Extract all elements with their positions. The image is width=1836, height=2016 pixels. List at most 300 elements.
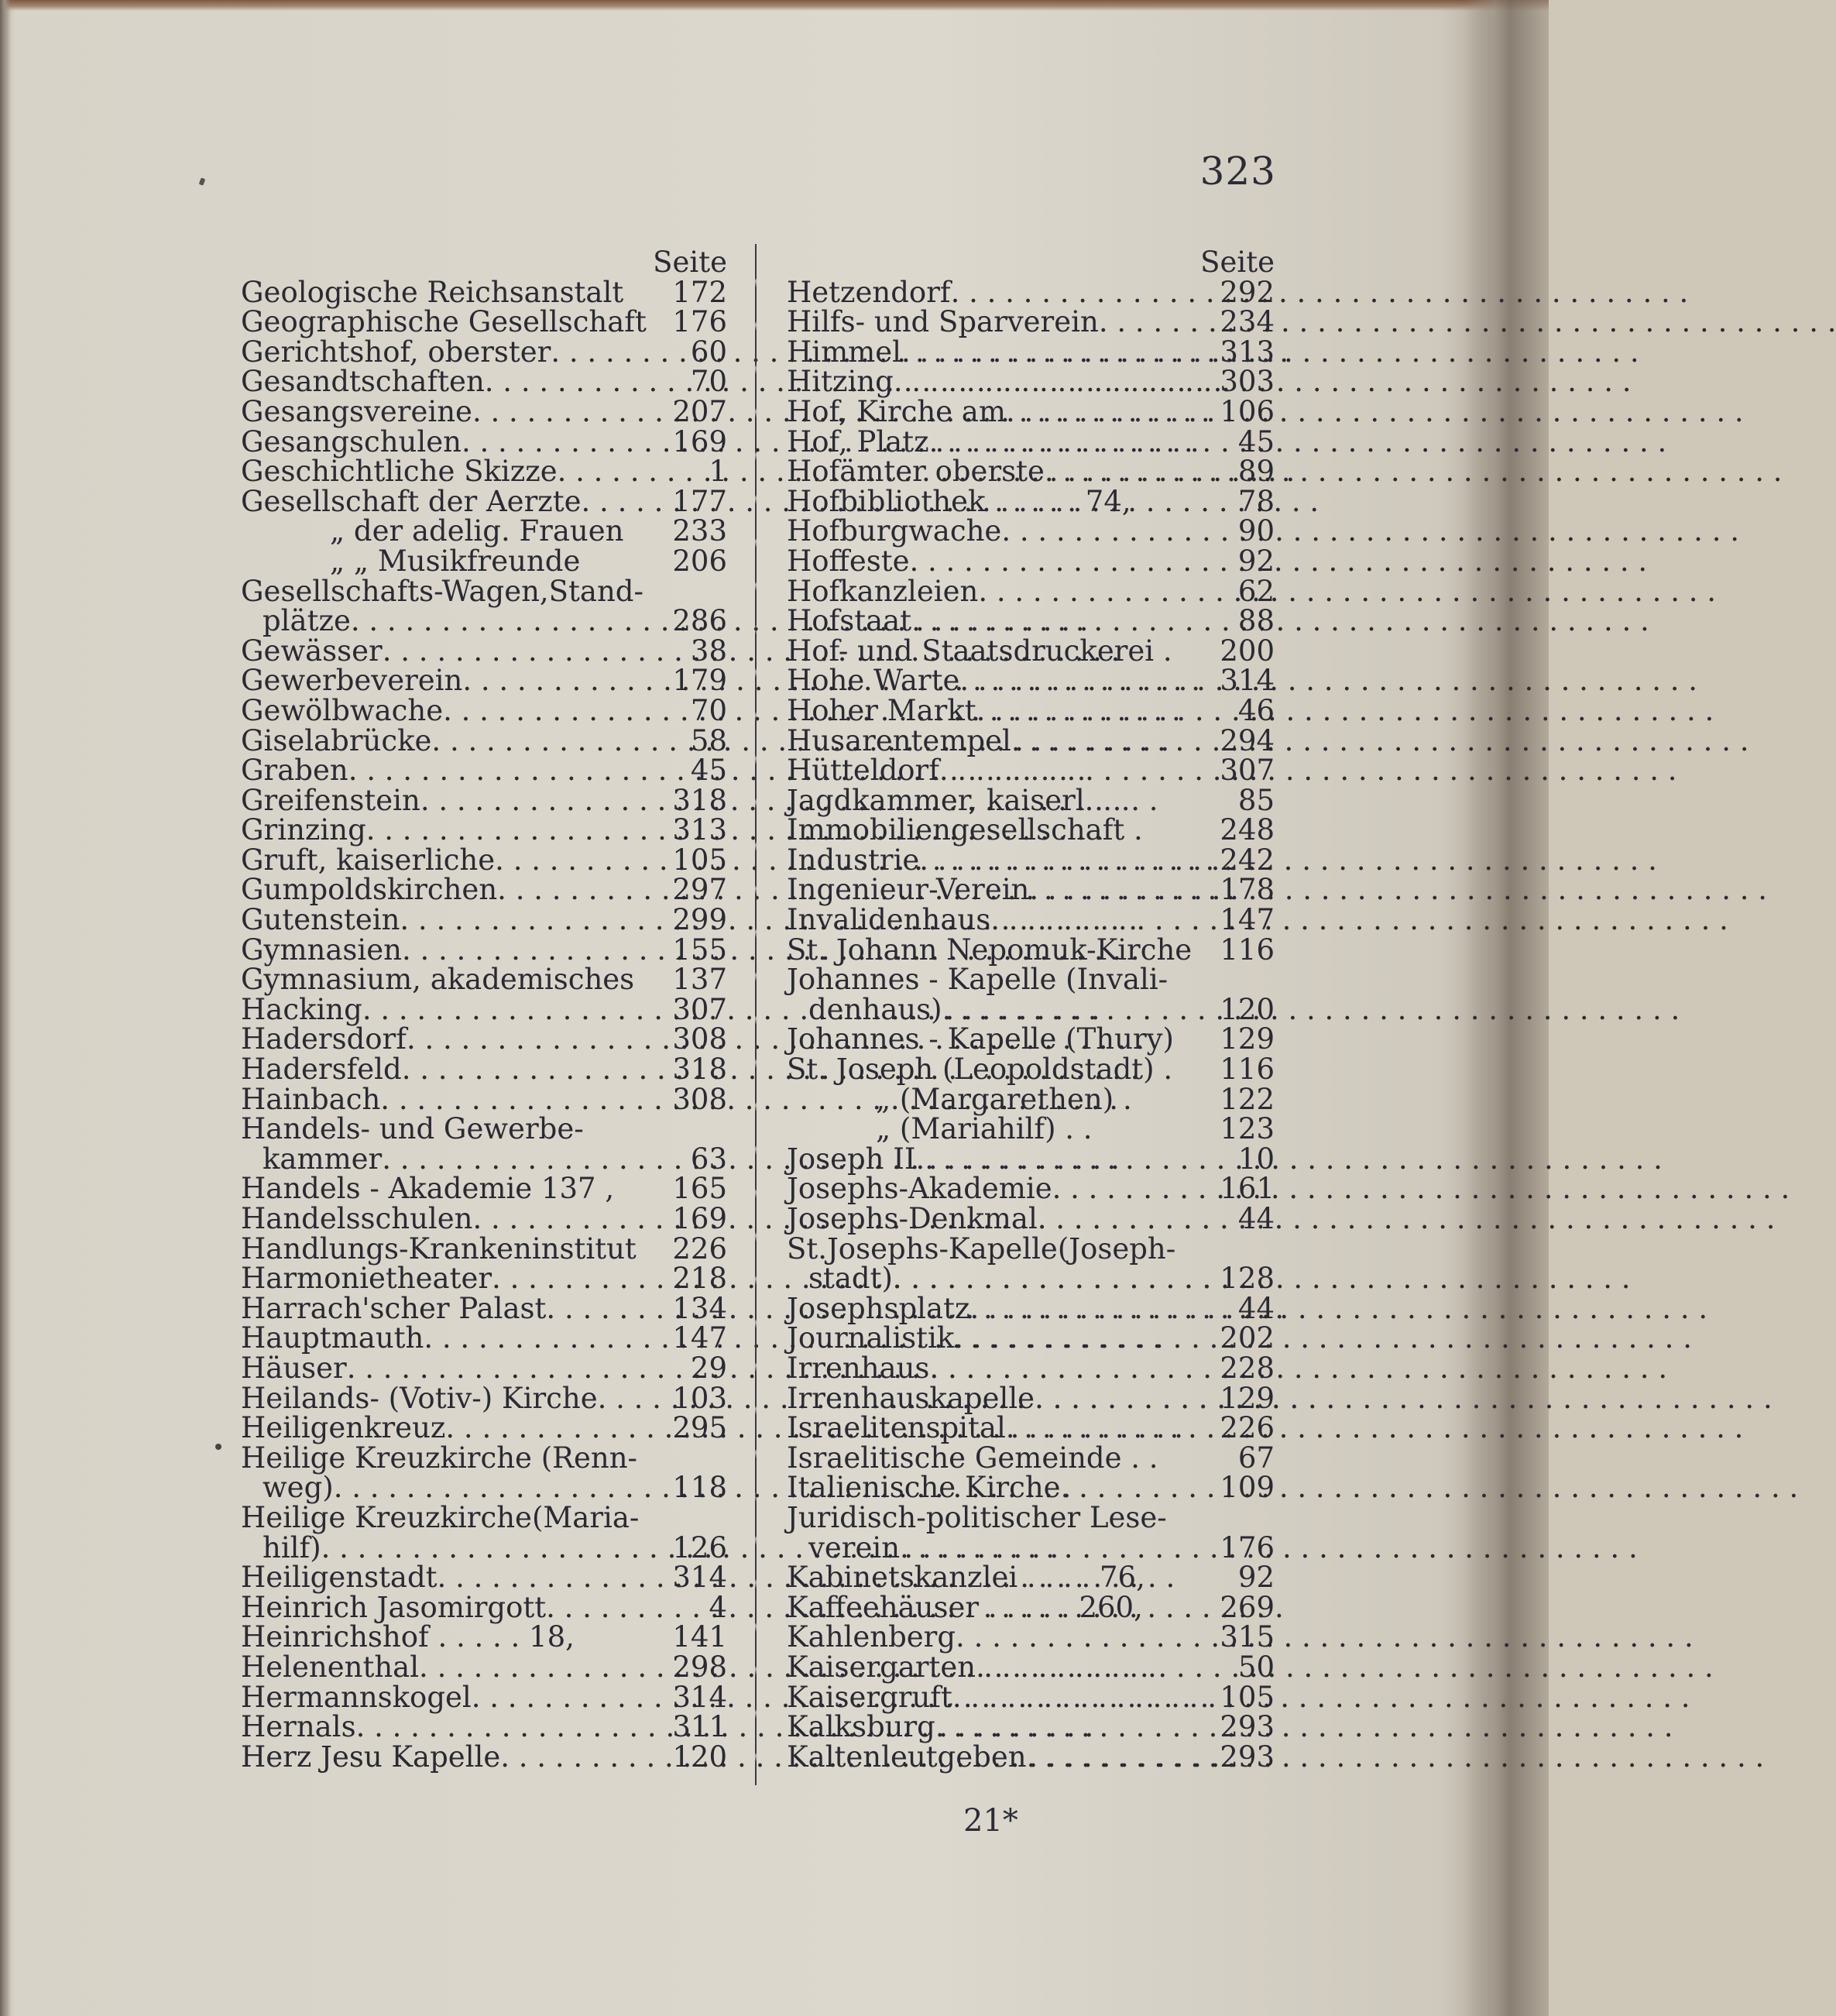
dot-leader (1029, 875, 1215, 905)
dot-leader (1006, 1413, 1216, 1444)
entry-page-number: 202 (1220, 1321, 1275, 1355)
dot-leader (400, 905, 667, 936)
entry-label: Italienische Kirche (787, 1471, 1061, 1505)
entry-page-number: 38 (690, 634, 727, 668)
index-entry (241, 424, 727, 458)
entry-page-number: 177 (672, 484, 727, 518)
entry-label: Geographische Gesellschaft (241, 305, 647, 339)
dot-leader (935, 1712, 1216, 1743)
entry-label: Hof, Kirche am (787, 394, 1006, 428)
dot-leader (894, 367, 1216, 397)
entry-label: Geologische Reichsanstalt (241, 275, 624, 309)
entry-label: Hadersdorf (241, 1022, 407, 1056)
entry-page-number: 118 (672, 1471, 727, 1505)
index-entry (241, 1264, 727, 1294)
index-entry (241, 843, 727, 877)
entry-page-number: 45 (1237, 424, 1275, 458)
entry-label: Josephsplatz (787, 1291, 970, 1325)
index-entry (241, 457, 727, 487)
index-entry (787, 875, 1275, 905)
dot-leader (473, 1204, 668, 1235)
entry-label: Hauptmauth (241, 1321, 424, 1355)
entry-page-number: 286 (672, 604, 727, 638)
entry-label: Harmonietheater (241, 1262, 492, 1296)
dot-leader (959, 666, 1215, 696)
entry-page-number: 147 (672, 1321, 727, 1355)
index-entry (787, 666, 1275, 696)
dot-leader (939, 756, 1215, 786)
entry-page-number: 242 (1220, 843, 1275, 877)
index-entries-left (241, 275, 727, 1774)
entry-page-number: 308 (672, 1022, 727, 1056)
entry-label: Hitzing (787, 365, 894, 399)
entry-label: Kaffeehäuser . . . . . 260, (787, 1590, 1143, 1624)
index-entry (241, 723, 727, 757)
entry-page-number: 120 (672, 1740, 727, 1774)
entry-label: Gesangsvereine (241, 394, 472, 428)
entry-label: Gesellschafts-Wagen,Stand- (241, 574, 643, 608)
index-entry (787, 394, 1275, 428)
index-entry (241, 634, 727, 668)
entry-page-number: 307 (1220, 754, 1275, 788)
entry-page-number: 178 (1220, 873, 1275, 907)
dot-leader (893, 1264, 1215, 1294)
entry-label: „ „ Musikfreunde (330, 544, 581, 578)
signature-mark: 21* (963, 1803, 1018, 1839)
index-entry (241, 1231, 727, 1266)
dot-leader (1099, 307, 1216, 338)
dot-leader (431, 726, 685, 757)
entry-label: St. Joseph (Leopoldstadt) . (787, 1053, 1173, 1087)
entry-page-number: 122 (1220, 1082, 1275, 1116)
index-entry (787, 756, 1275, 786)
dot-leader (472, 397, 667, 428)
entry-label: Gesangschulen (241, 424, 462, 458)
entry-label: Gewässer (241, 634, 383, 668)
entry-page-number: 137 (672, 963, 727, 997)
entry-label: Himmel (787, 335, 901, 369)
entry-label: Hilfs- und Sparverein (787, 305, 1099, 339)
entry-label: kammer (263, 1142, 383, 1176)
index-entry (787, 307, 1275, 338)
entry-label: Gerichtshof, oberster (241, 335, 551, 369)
entry-label: Handels- und Gewerbe- (241, 1112, 584, 1146)
entry-page-number: 123 (1220, 1112, 1275, 1146)
entry-page-number: 269 (1220, 1590, 1275, 1624)
entry-page-number: 307 (672, 992, 727, 1026)
entry-page-number: 46 (1237, 693, 1275, 727)
entry-page-number: 92 (1237, 544, 1275, 578)
entry-label: Hof, Platz (787, 424, 929, 458)
index-entry (241, 1441, 727, 1475)
index-entry (241, 1381, 727, 1415)
dot-leader (420, 786, 668, 816)
index-entry (241, 1473, 727, 1503)
dot-leader (582, 487, 668, 517)
entry-label: Immobiliengesellschaft . (787, 813, 1143, 847)
page-number: 323 (1199, 149, 1276, 194)
entry-page-number: 313 (1220, 335, 1275, 369)
entry-label: Hofbibliothek . . . . . 74, (787, 484, 1131, 518)
entry-label: weg) (263, 1471, 334, 1505)
dot-leader (598, 1384, 668, 1414)
index-entry (787, 1530, 1275, 1564)
entry-page-number: 29 (690, 1351, 727, 1385)
entry-label: Gutenstein (241, 903, 400, 937)
dot-leader (383, 637, 686, 667)
entry-page-number: 105 (672, 843, 727, 877)
page-left-edge (0, 0, 11, 2016)
index-entry (787, 1740, 1275, 1774)
entry-page-number: 89 (1237, 455, 1275, 489)
entry-label: St. Johann Nepomuk-Kirche (787, 932, 1193, 967)
index-entry (241, 1620, 727, 1654)
entry-label: Hernals (241, 1710, 356, 1744)
bullet-mark (215, 1444, 221, 1450)
entry-label: St.Josephs-Kapelle(Joseph- (787, 1231, 1176, 1266)
entry-label: Hütteldorf (787, 754, 939, 788)
dot-leader (956, 1623, 1215, 1653)
entry-label: Juridisch-politischer Lese- (787, 1500, 1167, 1534)
entry-label: „ (Mariahilf) . . (876, 1112, 1093, 1146)
entry-label: plätze (263, 604, 351, 638)
entry-page-number: 169 (672, 424, 727, 458)
entry-label: Hofämter oberste (787, 455, 1045, 489)
index-entry (787, 367, 1275, 397)
index-entry (787, 1441, 1275, 1475)
dot-leader (546, 1294, 667, 1324)
entry-label: Kaltenleutgeben (787, 1740, 1027, 1774)
entry-page-number: 4 (709, 1590, 727, 1624)
entry-page-number: 141 (672, 1620, 727, 1654)
index-entry (241, 905, 727, 936)
index-entry (787, 574, 1275, 608)
entry-label: Kaisergarten (787, 1650, 976, 1684)
entry-page-number: 313 (672, 813, 727, 847)
entry-label: Herz Jesu Kapelle (241, 1740, 501, 1774)
entry-page-number: 228 (1220, 1351, 1275, 1385)
dot-leader (1011, 726, 1216, 757)
column-heading-seite: Seite (653, 246, 727, 279)
dot-leader (929, 1354, 1215, 1384)
entry-label: Graben (241, 754, 348, 788)
dot-leader (952, 1683, 1216, 1713)
index-entry (241, 275, 727, 309)
entry-page-number: 226 (1220, 1411, 1275, 1445)
dot-leader (558, 457, 705, 487)
entry-page-number: 218 (672, 1262, 727, 1296)
index-entry (241, 335, 727, 369)
entry-page-number: 58 (690, 723, 727, 757)
dot-leader (546, 1593, 704, 1623)
index-column-left (241, 248, 727, 1772)
entry-page-number: 176 (1220, 1530, 1275, 1564)
index-entry (787, 424, 1275, 458)
dot-leader (1052, 1174, 1216, 1204)
index-entry (787, 1650, 1275, 1684)
dot-leader (351, 606, 668, 637)
entry-label: Hermannskogel (241, 1680, 472, 1714)
index-entry (787, 544, 1275, 578)
entry-page-number: 62 (1237, 574, 1275, 608)
index-entry (241, 756, 727, 786)
dot-leader (919, 846, 1215, 876)
dot-leader (911, 606, 1234, 637)
entry-page-number: 206 (672, 544, 727, 578)
entry-page-number: 293 (1220, 1740, 1275, 1774)
entry-label: Handlungs-Krankeninstitut (241, 1231, 637, 1266)
entry-label: Israelitenspital (787, 1411, 1006, 1445)
index-entry (787, 932, 1275, 967)
index-entry (787, 484, 1275, 518)
entry-page-number: 78 (1237, 484, 1275, 518)
dot-leader (472, 1683, 668, 1713)
entry-page-number: 147 (1220, 903, 1275, 937)
index-entry (241, 1351, 727, 1385)
entry-label: Giselabrücke (241, 723, 432, 757)
index-entry (787, 843, 1275, 877)
index-entry (787, 1620, 1275, 1654)
index-entry (241, 1291, 727, 1325)
entry-page-number: 318 (672, 783, 727, 817)
entry-label: Heiligenkreuz (241, 1411, 446, 1445)
index-entry (787, 992, 1275, 1026)
index-entry (787, 1204, 1275, 1235)
index-entry (787, 1055, 1275, 1085)
index-entry (787, 1231, 1275, 1266)
entry-label: Johannes - Kapelle (Thury) (787, 1022, 1174, 1056)
entry-page-number: 10 (1237, 1142, 1275, 1176)
entry-label: Heilige Kreuzkirche(Maria- (241, 1500, 640, 1534)
entry-page-number: 233 (672, 514, 727, 548)
index-entry (787, 1590, 1275, 1624)
dot-leader (348, 756, 686, 786)
index-entry (787, 1381, 1275, 1415)
entry-page-number: 161 (1220, 1172, 1275, 1206)
index-entry (787, 1022, 1275, 1056)
entry-label: Gesandtschaften (241, 365, 485, 399)
dot-leader (1045, 457, 1234, 487)
entry-label: Industrie (787, 843, 920, 877)
index-entry (241, 992, 727, 1026)
entry-page-number: 207 (672, 394, 727, 428)
entry-label: Jagdkammer, kaiserl. . . (787, 783, 1131, 817)
index-entry (241, 1321, 727, 1355)
entry-label: Gewölbwache (241, 693, 444, 727)
entry-label: Geschichtliche Skizze (241, 455, 558, 489)
dot-leader (492, 1264, 667, 1294)
dot-leader (1035, 1384, 1215, 1414)
entry-page-number: 85 (1237, 783, 1275, 817)
entry-page-number: 314 (672, 1680, 727, 1714)
entry-label: Heilands- (Votiv-) Kirche (241, 1381, 598, 1415)
entry-page-number: 314 (1220, 664, 1275, 698)
entry-page-number: 90 (1237, 514, 1275, 548)
entry-page-number: 134 (672, 1291, 727, 1325)
entry-page-number: 120 (1220, 992, 1275, 1026)
entry-label: Gruft, kaiserliche (241, 843, 496, 877)
index-entry (787, 1142, 1275, 1176)
index-entry (241, 813, 727, 847)
index-entry (787, 514, 1275, 548)
entry-label: Hetzendorf (787, 275, 951, 309)
dot-leader (443, 696, 686, 726)
index-entry (241, 1204, 727, 1235)
column-heading-seite: Seite (1200, 246, 1275, 279)
dot-leader (438, 1563, 668, 1593)
column-divider (755, 244, 757, 1785)
dot-leader (551, 338, 686, 368)
dot-leader (1038, 1204, 1234, 1235)
dot-leader (366, 816, 668, 846)
index-entry (241, 1590, 727, 1624)
entry-label: Hofburgwache (787, 514, 1002, 548)
index-entry (241, 367, 727, 397)
dot-leader (380, 1085, 667, 1115)
entry-label: Heinrich Jasomirgott (241, 1590, 547, 1624)
entry-label: Invalidenhaus (787, 903, 991, 937)
index-entry (241, 574, 727, 608)
entry-label: denhaus) (808, 992, 942, 1026)
entry-label: Ingenieur-Verein (787, 873, 1030, 907)
entry-page-number: 165 (672, 1172, 727, 1206)
entry-label: Hoffeste (787, 544, 910, 578)
entry-label: Heilige Kreuzkirche (Renn- (241, 1441, 638, 1475)
index-entry (241, 1530, 727, 1564)
entry-label: Joseph II. (787, 1142, 925, 1176)
dot-leader (925, 1145, 1234, 1175)
index-entry (241, 1055, 727, 1085)
index-entry (241, 1413, 727, 1444)
entry-label: „ (Margarethen) . (876, 1082, 1132, 1116)
entry-page-number: 303 (1220, 365, 1275, 399)
index-entries-right (787, 275, 1275, 1774)
entry-label: hilf) (263, 1530, 321, 1564)
index-entry (241, 965, 727, 995)
dot-leader (909, 547, 1233, 577)
entry-label: Josephs-Akademie (787, 1172, 1052, 1206)
index-entry (241, 1114, 727, 1145)
dot-leader (402, 936, 667, 966)
entry-page-number: 60 (690, 335, 727, 369)
entry-label: Journalistik (787, 1321, 955, 1355)
entry-page-number: 226 (672, 1231, 727, 1266)
entry-label: Hof- und Staatsdruckerei . (787, 634, 1172, 668)
index-entry (241, 484, 727, 518)
index-entry (241, 394, 727, 428)
index-entry (787, 1351, 1275, 1385)
index-entry (787, 275, 1275, 309)
dot-leader (1027, 1743, 1216, 1773)
dot-leader (929, 428, 1234, 458)
index-entry (241, 1082, 727, 1116)
index-entry (787, 1500, 1275, 1534)
index-entry (787, 723, 1275, 757)
entry-label: Heiligenstadt (241, 1561, 438, 1595)
index-entry (241, 1650, 727, 1684)
entry-page-number: 1 (709, 455, 727, 489)
entry-page-number: 44 (1237, 1202, 1275, 1235)
entry-page-number: 129 (1220, 1022, 1275, 1056)
entry-page-number: 295 (672, 1411, 727, 1445)
index-entry (787, 457, 1275, 487)
entry-label: Gymnasium, akademisches (241, 963, 635, 997)
index-entry (787, 1712, 1275, 1743)
entry-label: Handelsschulen (241, 1202, 473, 1235)
index-entry (787, 606, 1275, 637)
entry-page-number: 297 (672, 873, 727, 907)
entry-page-number: 294 (1220, 723, 1275, 757)
entry-page-number: 314 (672, 1561, 727, 1595)
dot-leader (942, 995, 1216, 1025)
index-entry (787, 965, 1275, 995)
entry-label: verein (808, 1530, 901, 1564)
entry-page-number: 155 (672, 932, 727, 967)
dot-leader (1061, 1473, 1216, 1503)
entry-page-number: 172 (672, 275, 727, 309)
entry-label: Greifenstein (241, 783, 420, 817)
index-entry (787, 813, 1275, 847)
index-entry (241, 514, 727, 548)
index-entry (241, 875, 727, 905)
entry-label: Hoher Markt (787, 693, 976, 727)
entry-label: Irrenhauskapelle (787, 1381, 1035, 1415)
page-top-edge (0, 0, 1549, 11)
index-entry (241, 1142, 727, 1176)
index-entry (787, 634, 1275, 668)
index-entry (241, 666, 727, 696)
index-entry (787, 1082, 1275, 1116)
entry-page-number: 109 (1220, 1471, 1275, 1505)
entry-page-number: 315 (1220, 1620, 1275, 1654)
dot-leader (424, 1324, 667, 1354)
entry-label: Kahlenberg (787, 1620, 956, 1654)
entry-label: Grinzing (241, 813, 366, 847)
index-entry (241, 1500, 727, 1534)
entry-page-number: 103 (672, 1381, 727, 1415)
entry-label: Hacking (241, 992, 362, 1026)
dot-leader (485, 367, 686, 397)
entry-label: Kabinetskanzlei . . . . 76, (787, 1561, 1145, 1595)
entry-label: Heinrichshof . . . . . 18, (241, 1620, 575, 1654)
entry-page-number: 50 (1237, 1650, 1275, 1684)
entry-label: Gymnasien (241, 932, 402, 967)
entry-page-number: 179 (672, 664, 727, 698)
dot-leader (495, 846, 667, 876)
entry-page-number: 318 (672, 1053, 727, 1087)
dot-leader (321, 1533, 668, 1564)
entry-label: Hofkanzleien (787, 574, 979, 608)
index-entry (241, 783, 727, 817)
entry-page-number: 63 (690, 1142, 727, 1176)
entry-label: Häuser (241, 1351, 347, 1385)
entry-page-number: 126 (672, 1530, 727, 1564)
index-entry (787, 1321, 1275, 1355)
index-entry (241, 693, 727, 727)
entry-label: Gesellschaft der Aerzte (241, 484, 582, 518)
dot-leader (402, 1055, 668, 1085)
entry-label: Irrenhaus (787, 1351, 930, 1385)
entry-label: Kaisergruft (787, 1680, 952, 1714)
entry-page-number: 106 (1220, 394, 1275, 428)
index-entry (787, 1291, 1275, 1325)
entry-label: stadt) (808, 1262, 893, 1296)
entry-page-number: 70 (690, 365, 727, 399)
entry-label: Hadersfeld (241, 1053, 402, 1087)
entry-label: Kalksburg (787, 1710, 935, 1744)
dot-leader (954, 1324, 1215, 1354)
dot-leader (901, 338, 1215, 368)
